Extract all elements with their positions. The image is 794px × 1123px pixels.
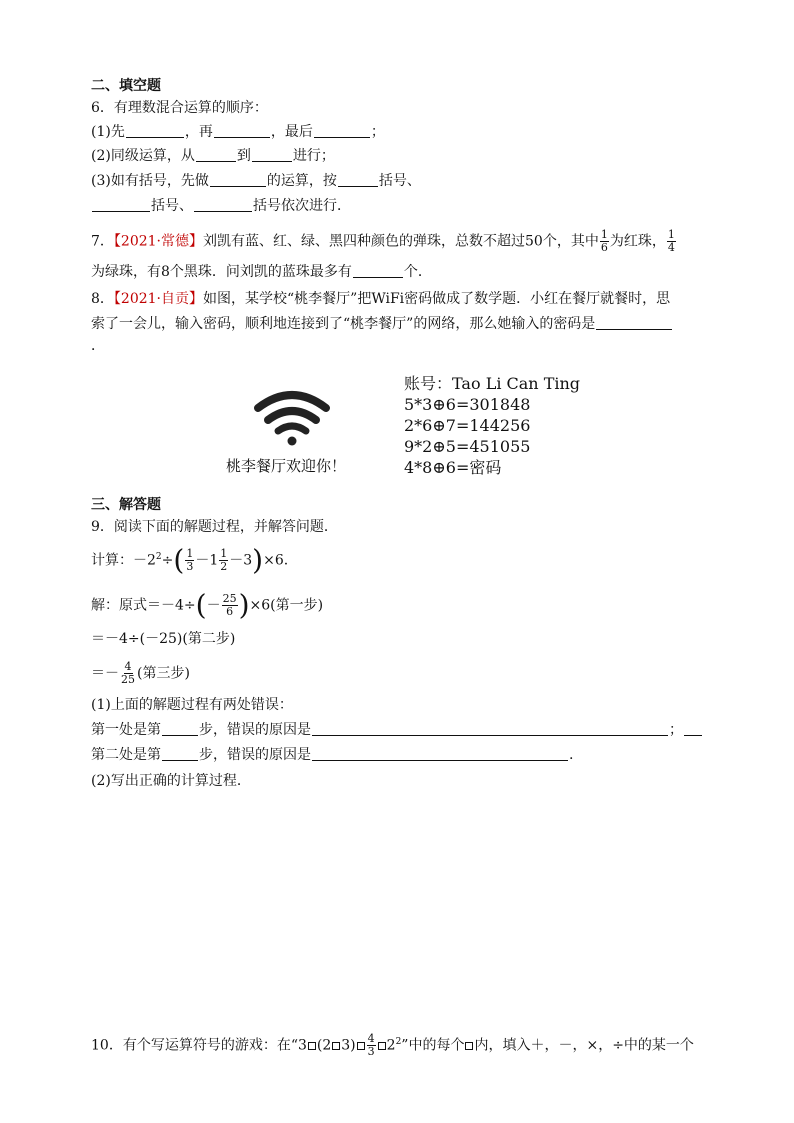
- source-tag: 【2021·自贡】: [113, 291, 204, 307]
- answer-blank[interactable]: [162, 721, 198, 736]
- answer-blank[interactable]: [194, 197, 252, 212]
- answer-blank[interactable]: [353, 263, 403, 278]
- q9-step1: 解：原式＝－4÷(－ $\frac{25}{6}$ )×6(第一步): [91, 588, 324, 622]
- answer-blank[interactable]: [252, 147, 292, 162]
- answer-blank[interactable]: [596, 315, 672, 330]
- answer-blank[interactable]: [312, 746, 568, 761]
- operator-box: [332, 1042, 340, 1050]
- answer-blank[interactable]: [314, 123, 370, 138]
- q6-stem: 6．有理数混合运算的顺序：: [91, 100, 268, 116]
- q8-line2: 索了一会儿，输入密码，顺利地连接到了“桃李餐厅”的网络，那么她输入的密码是: [91, 314, 673, 334]
- q7-line2: 为绿珠，有8个黑珠．问刘凯的蓝珠最多有 个．: [91, 264, 432, 280]
- q6-line3: (3)如有括号，先做 的运算，按 括号、: [91, 173, 421, 189]
- q8-line1: 8．【2021·自贡】如图，某学校“桃李餐厅”把WiFi密码做成了数学题．小红在餐厅就餐时，思: [91, 291, 671, 307]
- q9-part1: (1)上面的解题过程有两处错误：: [91, 697, 293, 713]
- source-tag: 【2021·常德】: [113, 233, 204, 250]
- answer-blank[interactable]: [312, 721, 668, 736]
- operator-box: [308, 1042, 316, 1050]
- section-title-fill-blank: 二、填空题: [91, 78, 161, 94]
- answer-blank[interactable]: [126, 123, 184, 138]
- fraction: $\frac{1}{6}$: [600, 228, 608, 254]
- q9-step3: ＝－ $\frac{4}{25}$ (第三步): [91, 660, 190, 686]
- answer-blank[interactable]: [338, 172, 378, 187]
- operator-box: [378, 1042, 386, 1050]
- answer-blank[interactable]: [684, 721, 702, 736]
- q7-line1: 7．【2021·常德】刘凯有蓝、红、绿、黑四种颜色的弹珠，总数不超过50个，其中 $\frac{1}{6}$ 为红珠， $\frac{1}{4}$: [91, 228, 675, 254]
- q9-error2: 第二处是第 步，错误的原因是 .: [91, 747, 574, 763]
- wifi-icon: [220, 388, 370, 458]
- q9-error1: 第一处是第 步，错误的原因是 ；: [91, 720, 703, 740]
- q6-line4: 括号、 括号依次进行．: [91, 196, 351, 216]
- q10-line1: 10．有个写运算符号的游戏：在“3 (2 3) $\frac{4}{3}$ $2^2$”中的每个 内，填入＋，－，×，÷中的某一个: [91, 1032, 694, 1059]
- answer-blank[interactable]: [210, 172, 266, 187]
- operator-box: [357, 1042, 365, 1050]
- q9-expression: 计算：$-2^2\div$( $\frac{1}{3}$ －1 $\frac{1}{2}$ －3)×6.: [91, 543, 289, 577]
- q6-line2: (2)同级运算，从 到 进行；: [91, 148, 335, 164]
- q6-line1: (1)先 ，再 ，最后 ；: [91, 124, 385, 140]
- answer-blank[interactable]: [92, 197, 150, 212]
- answer-blank[interactable]: [162, 746, 198, 761]
- fraction: $\frac{1}{4}$: [667, 228, 675, 254]
- answer-blank[interactable]: [196, 147, 236, 162]
- q8-line3: ．: [91, 338, 105, 354]
- q9-stem: 9．阅读下面的解题过程，并解答问题．: [91, 519, 338, 535]
- wifi-caption: 桃李餐厅欢迎你！: [226, 457, 347, 475]
- wifi-account-info: 账号：Tao Li Can Ting 5*3⊕6=301848 2*6⊕7=144256 9*2⊕5=451055 4*8⊕6=密码: [404, 374, 581, 477]
- q9-part2: (2)写出正确的计算过程．: [91, 773, 251, 789]
- section-title-solve: 三、解答题: [91, 497, 161, 513]
- answer-blank[interactable]: [214, 123, 270, 138]
- operator-box: [465, 1042, 473, 1050]
- q9-step2: ＝－4÷(－25)(第二步): [91, 631, 236, 647]
